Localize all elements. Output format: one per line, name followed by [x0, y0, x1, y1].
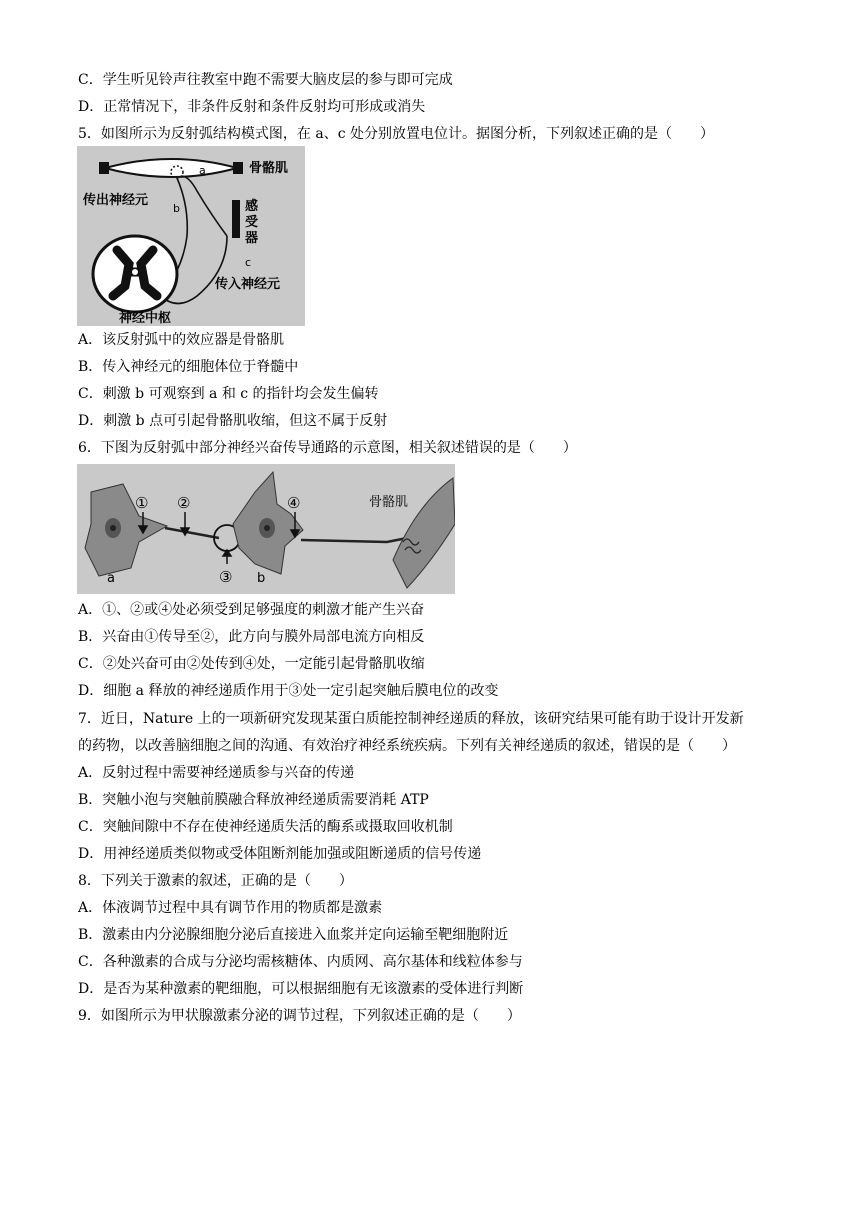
label-point-b: b [173, 202, 180, 215]
label-point-a: a [199, 164, 206, 177]
label-mark-4: ④ [287, 494, 301, 512]
question-6-stem: 6．下图为反射弧中部分神经兴奋传导通路的示意图，相关叙述错误的是（ ） [78, 440, 577, 456]
conduction-pathway-diagram [77, 464, 455, 594]
question-7-stem-line1: 7．近日，Nature 上的一项新研究发现某蛋白质能控制神经递质的释放，该研究结果可能有助于设计开发新 [78, 711, 744, 727]
option-d-q6: D．细胞 a 释放的神经递质作用于③处一定引起突触后膜电位的改变 [78, 683, 499, 699]
question-7-stem-line2: 的药物，以改善脑细胞之间的沟通、有效治疗神经系统疾病。下列有关神经递质的叙述，错误的是（ ） [78, 738, 736, 754]
axon-b [301, 538, 407, 542]
label-muscle: 骨骼肌 [369, 495, 409, 510]
receptor-block [232, 200, 240, 238]
option-d-q4: D．正常情况下，非条件反射和条件反射均可形成或消失 [78, 99, 426, 115]
option-c-q6: C．②处兴奋可由②处传到④处，一定能引起骨骼肌收缩 [78, 656, 425, 672]
label-receptor-1: 感 [245, 199, 259, 214]
label-cell-a: a [107, 571, 115, 586]
option-d-q5: D．刺激 b 点可引起骨骼肌收缩，但这不属于反射 [78, 413, 388, 429]
option-b-q7: B．突触小泡与突触前膜融合释放神经递质需要消耗 ATP [78, 792, 429, 808]
label-point-c: c [245, 256, 252, 269]
option-b-q5: B．传入神经元的细胞体位于脊髓中 [78, 359, 299, 375]
option-a-q7: A．反射过程中需要神经递质参与兴奋的传递 [78, 765, 355, 781]
option-b-q8: B．激素由内分泌腺细胞分泌后直接进入血浆并定向运输至靶细胞附近 [78, 927, 509, 943]
tendon-left [99, 162, 109, 174]
neuron-a-nucleolus [110, 525, 116, 531]
option-c-q8: C．各种激素的合成与分泌均需核糖体、内质网、高尔基体和线粒体参与 [78, 954, 523, 970]
question-5-stem: 5．如图所示为反射弧结构模式图，在 a、c 处分别放置电位计。据图分析，下列叙述正确的是（ ） [78, 126, 714, 142]
reflex-arc-figure [77, 146, 305, 326]
tendon-right [233, 162, 243, 174]
axon-a [165, 528, 219, 538]
option-c-q7: C．突触间隙中不存在使神经递质失活的酶系或摄取回收机制 [78, 819, 453, 835]
option-d-q8: D．是否为某种激素的靶细胞，可以根据细胞有无该激素的受体进行判断 [78, 981, 524, 997]
option-a-q8: A．体液调节过程中具有调节作用的物质都是激素 [78, 900, 383, 916]
label-mark-1: ① [135, 494, 149, 512]
question-9-stem: 9．如图所示为甲状腺激素分泌的调节过程，下列叙述正确的是（ ） [78, 1008, 521, 1024]
question-8-stem: 8．下列关于激素的叙述，正确的是（ ） [78, 873, 353, 889]
label-mark-2: ② [177, 494, 191, 512]
option-c-q5: C．刺激 b 可观察到 a 和 c 的指针均会发生偏转 [78, 386, 379, 402]
option-a-q6: A．①、②或④处必须受到足够强度的刺激才能产生兴奋 [78, 602, 425, 618]
label-center: 神经中枢 [119, 311, 172, 326]
central-canal [132, 269, 138, 275]
option-a-q5: A．该反射弧中的效应器是骨骼肌 [78, 332, 285, 348]
reflex-arc-diagram [77, 146, 305, 326]
label-cell-b: b [257, 571, 266, 586]
neuron-a-body [85, 484, 167, 576]
label-mark-3: ③ [219, 568, 233, 586]
label-afferent: 传入神经元 [215, 277, 281, 292]
option-c-q4: C．学生听见铃声往教室中跑不需要大脑皮层的参与即可完成 [78, 72, 453, 88]
label-receptor-3: 器 [245, 231, 259, 246]
label-muscle: 骨骼肌 [249, 161, 289, 176]
neuron-b-nucleolus [264, 525, 270, 531]
conduction-pathway-figure [77, 464, 455, 594]
option-d-q7: D．用神经递质类似物或受体阻断剂能加强或阻断递质的信号传递 [78, 846, 482, 862]
label-efferent: 传出神经元 [83, 193, 149, 208]
label-receptor-2: 受 [245, 215, 259, 230]
option-b-q6: B．兴奋由①传导至②，此方向与膜外局部电流方向相反 [78, 629, 425, 645]
